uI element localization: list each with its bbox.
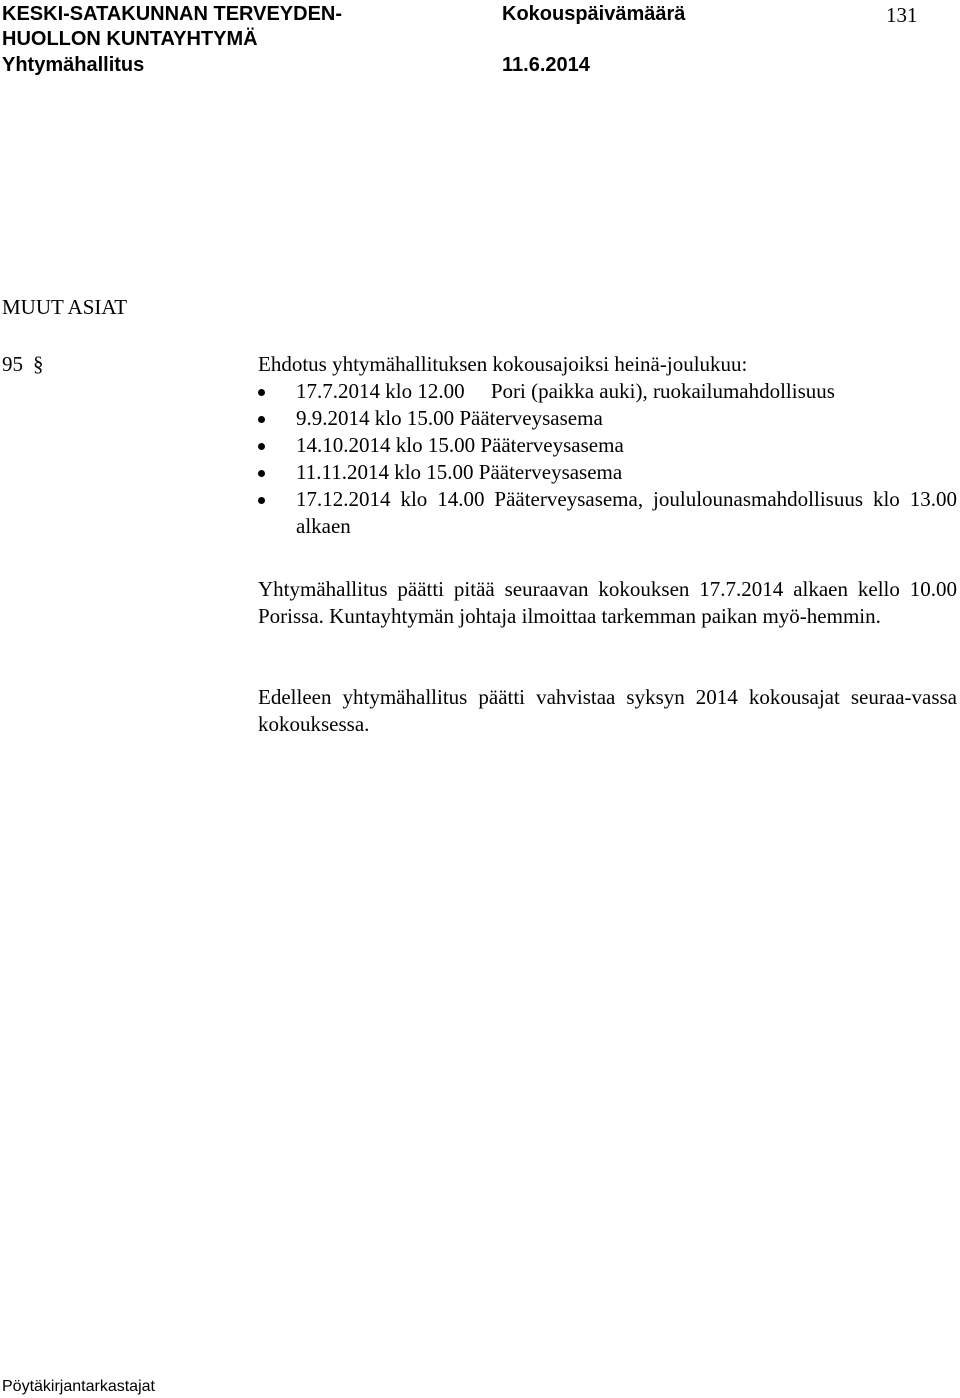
item-title: Ehdotus yhtymähallituksen kokousajoiksi heinä-joulukuu: [258, 352, 748, 376]
list-item [258, 459, 958, 486]
meeting-text: 11.11.2014 klo 15.00 Pääterveysasema [296, 460, 623, 484]
meeting-text: 17.7.2014 klo 12.00 Pori (paikka auki), ruokailumahdollisuus [296, 379, 835, 403]
page-number: 131 [886, 3, 918, 27]
decision-paragraph-1: Yhtymähallitus päätti pitää seuraavan kokouksen 17.7.2014 alkaen kello 10.00 Porissa. Kuntayhtymän johtaja ilmoittaa tarkemman paikan myö-hemmin. [258, 577, 957, 628]
bullet-icon [258, 416, 265, 423]
footer-label: Pöytäkirjantarkastajat [2, 1378, 155, 1395]
organization-name-line1: KESKI-SATAKUNNAN TERVEYDEN- [2, 3, 343, 25]
section-symbol: § [33, 352, 44, 376]
section-title: MUUT ASIAT [2, 295, 128, 319]
meeting-dates-list [258, 378, 958, 540]
item-number [2, 352, 44, 377]
meeting-date-label: Kokouspäivämäärä [502, 3, 686, 25]
meeting-text: 17.12.2014 klo 14.00 Pääterveysasema, joululounasmahdollisuus klo 13.00 alkaen [296, 487, 957, 538]
list-item [258, 486, 957, 540]
list-item [258, 405, 958, 432]
bullet-icon [258, 443, 265, 450]
organization-name-line2: HUOLLON KUNTAYHTYMÄ [2, 28, 258, 50]
meeting-text: 9.9.2014 klo 15.00 Pääterveysasema [296, 406, 603, 430]
bullet-icon [258, 470, 265, 477]
list-item [258, 378, 958, 405]
bullet-icon [258, 497, 265, 504]
meeting-text: 14.10.2014 klo 15.00 Pääterveysasema [296, 433, 624, 457]
meeting-date: 11.6.2014 [502, 54, 590, 76]
list-item [258, 432, 958, 459]
bullet-icon [258, 389, 265, 396]
body-name: Yhtymähallitus [2, 54, 145, 76]
decision-paragraph-2: Edelleen yhtymähallitus päätti vahvistaa syksyn 2014 kokousajat seuraa-vassa kokouksessa. [258, 685, 957, 736]
item-number-value: 95 [2, 352, 23, 376]
